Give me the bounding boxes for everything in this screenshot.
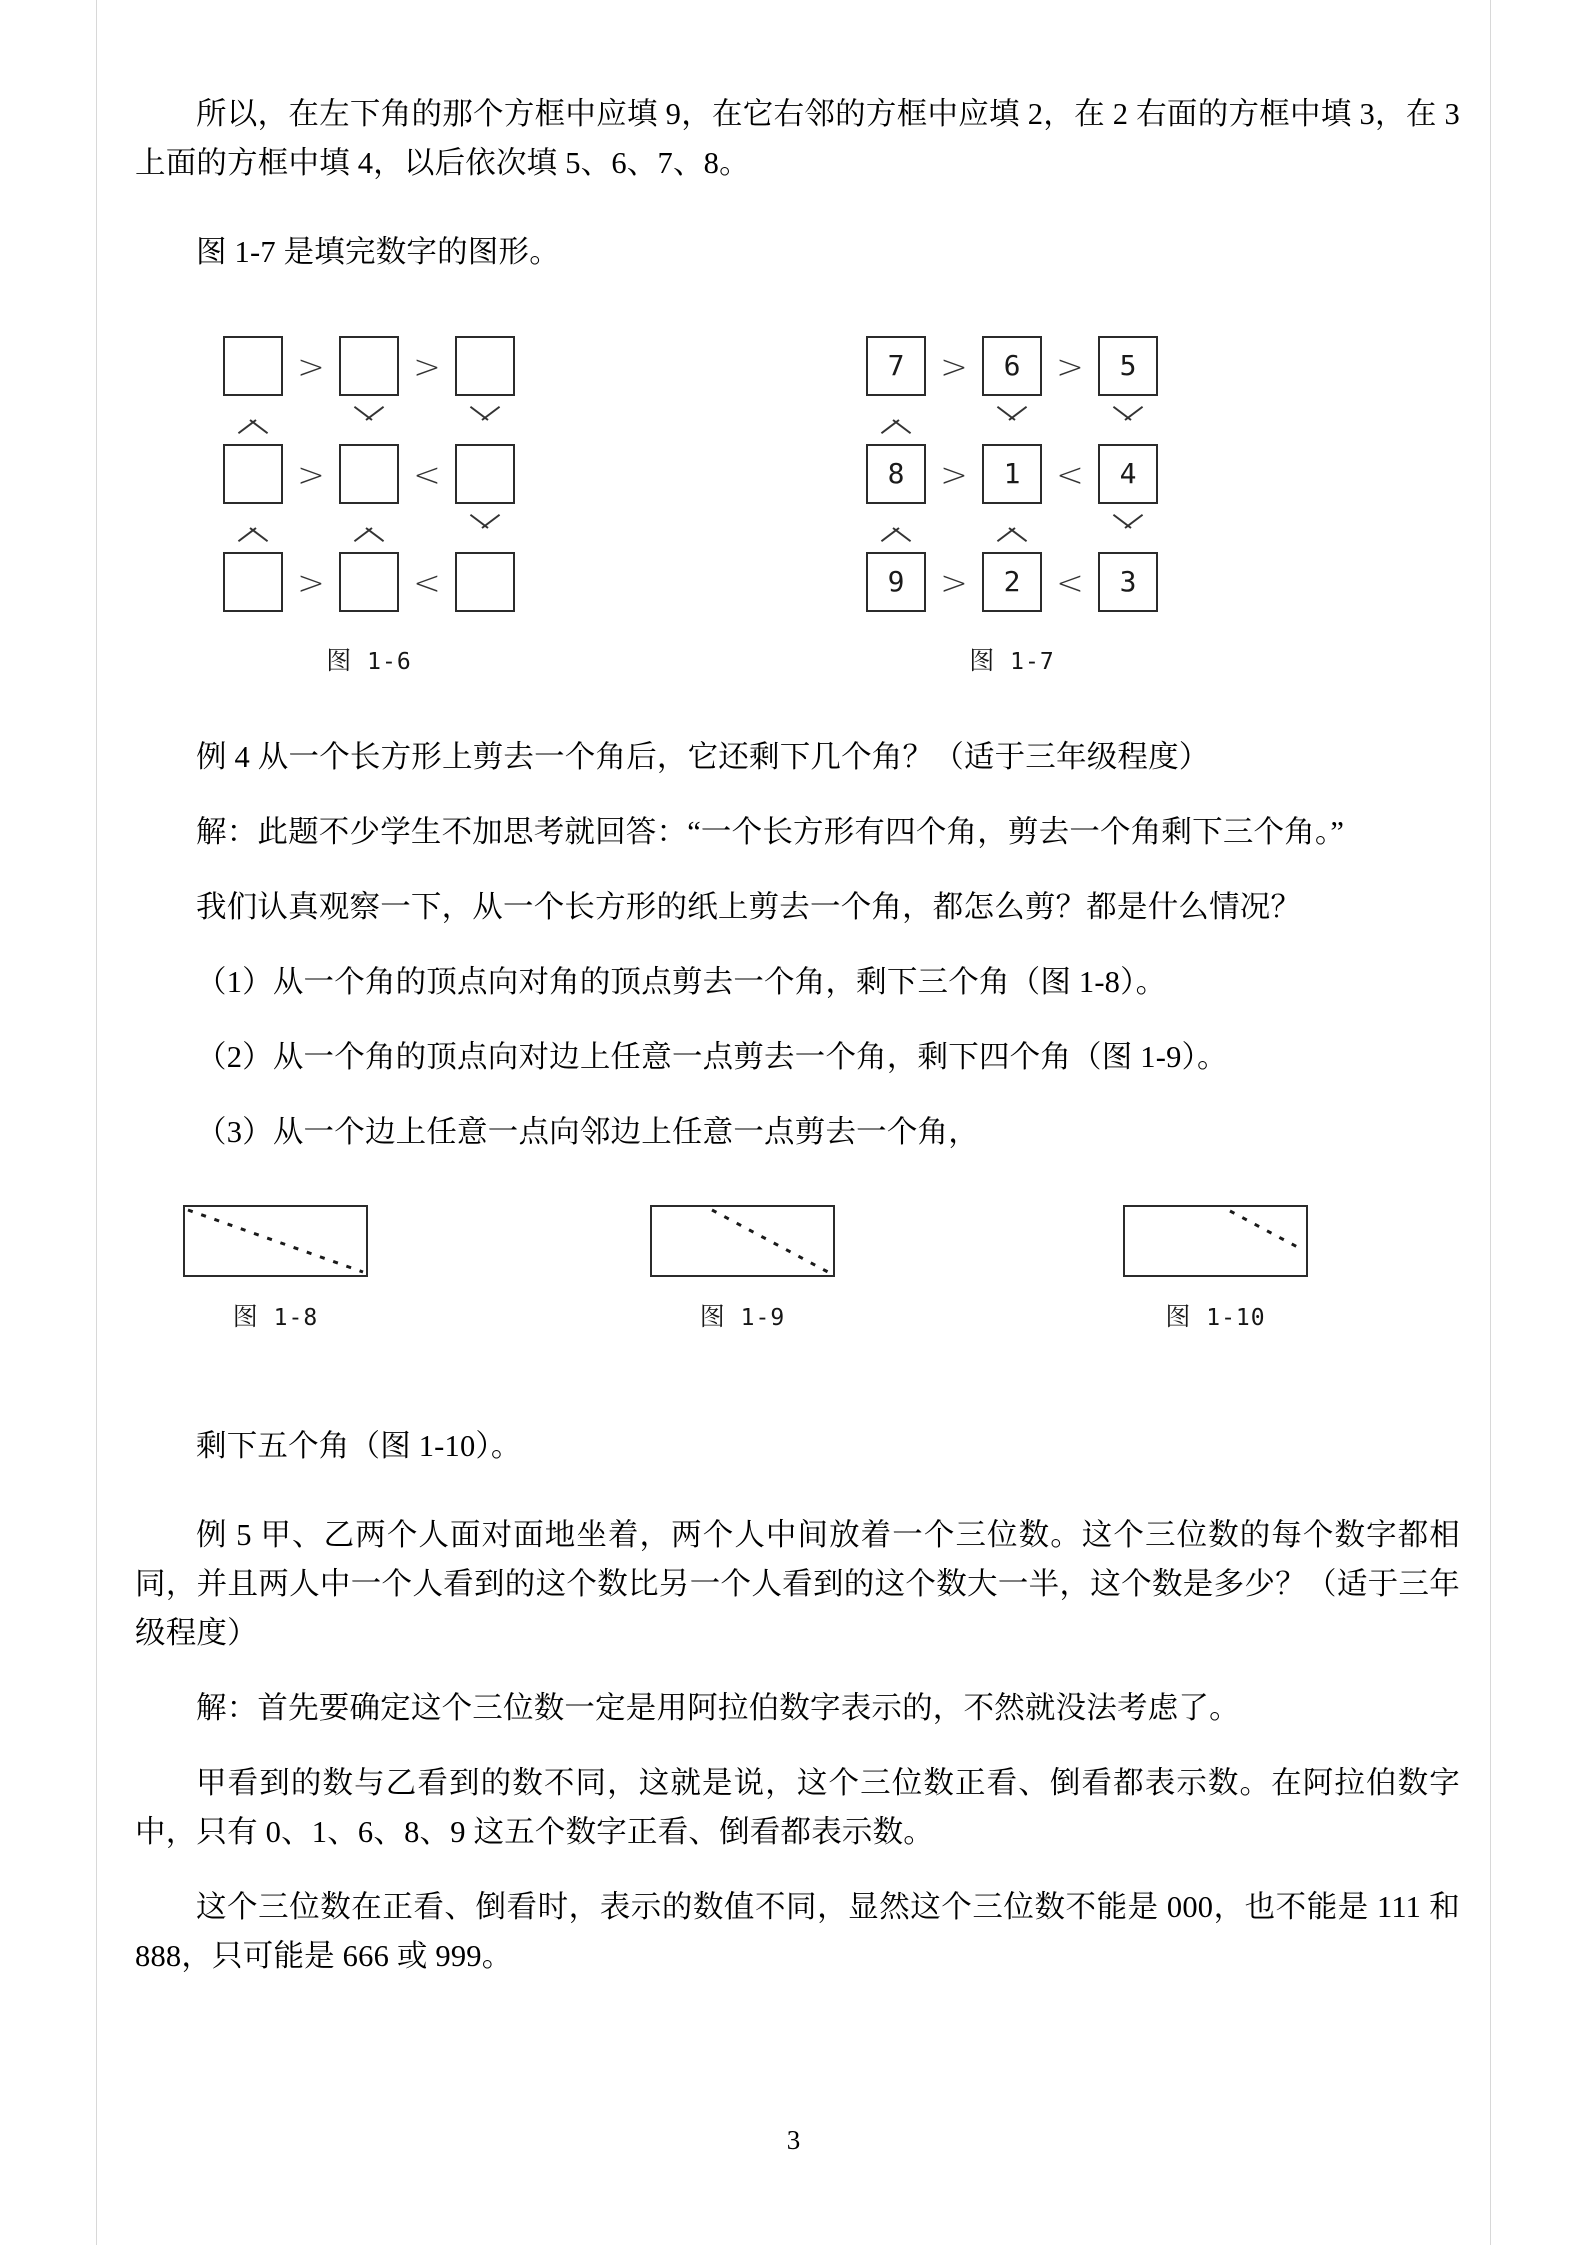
figure-1-10: [1123, 1205, 1308, 1333]
figure-caption-number: 1-6: [367, 649, 412, 675]
heading-example-5: 例 5 甲、乙两个人面对面地坐着，两个人中间放着一个三位数。这个三位数的每个数字都相同，并且两人中一个人看到的这个数比另一个人看到的这个数大一半，这个数是多少？（适于三年级程度）: [135, 1518, 1460, 1650]
grid-cell: 8: [866, 444, 926, 504]
grid-cell: 3: [1098, 552, 1158, 612]
paragraph-figure17-intro: 图 1-7 是填完数字的图形。: [196, 235, 560, 269]
relation-chevron-down-icon: [466, 409, 504, 431]
relation-symbol-horizontal: >: [413, 346, 441, 386]
paragraph-solution-4-intro: 解：此题不少学生不加思考就回答：“一个长方形有四个角，剪去一个角剩下三个角。”: [196, 815, 1345, 849]
grid-cell: 9: [866, 552, 926, 612]
grid-cell: 4: [1098, 444, 1158, 504]
paragraph-solution-5-intro: 解：首先要确定这个三位数一定是用阿拉伯数字表示的，不然就没法考虑了。: [196, 1691, 1240, 1725]
grid-cell: [339, 552, 399, 612]
relation-chevron-down-icon: [350, 409, 388, 431]
figure-caption-number: 1-10: [1206, 1305, 1266, 1331]
relation-symbol-horizontal: >: [940, 346, 968, 386]
figure-caption-1-8: [183, 1297, 368, 1333]
relation-chevron-down-icon: [993, 409, 1031, 431]
relation-symbol-horizontal: >: [940, 454, 968, 494]
relation-symbol-horizontal: >: [940, 562, 968, 602]
box-grid-filled: [863, 333, 1161, 615]
page-margin-rule-left: [96, 0, 97, 2245]
paragraph-candidates: 这个三位数在正看、倒看时，表示的数值不同，显然这个三位数不能是 000，也不能是 111 和 888，只可能是 666 或 999。: [135, 1890, 1460, 1973]
paragraph-case-3: （3）从一个边上任意一点向邻边上任意一点剪去一个角，: [196, 1115, 979, 1149]
relation-chevron-down-icon: [466, 517, 504, 539]
paragraph-reversible-digits: 甲看到的数与乙看到的数不同，这就是说，这个三位数正看、倒看都表示数。在阿拉伯数字中，只有 0、1、6、8、9 这五个数字正看、倒看都表示数。: [135, 1766, 1460, 1849]
grid-cell: 2: [982, 552, 1042, 612]
figure-caption-number: 1-8: [273, 1305, 319, 1331]
page-margin-rule-right: [1490, 0, 1491, 2245]
grid-cell: [455, 552, 515, 612]
figure-1-9: [650, 1205, 835, 1333]
grid-cell: 7: [866, 336, 926, 396]
figure-caption-label: 图: [1165, 1304, 1192, 1331]
relation-chevron-up-icon: [993, 517, 1031, 539]
relation-chevron-up-icon: [234, 409, 272, 431]
relation-chevron-up-icon: [877, 517, 915, 539]
figure-caption-1-10: [1123, 1297, 1308, 1333]
page-content: [135, 0, 1460, 1981]
figure-caption-1-6: [220, 641, 518, 677]
figure-caption-number: 1-9: [740, 1305, 786, 1331]
grid-cell: [455, 444, 515, 504]
paragraph-case-2: （2）从一个角的顶点向对边上任意一点剪去一个角，剩下四个角（图 1-9）。: [196, 1040, 1228, 1074]
grid-cell: 6: [982, 336, 1042, 396]
relation-symbol-horizontal: <: [413, 454, 441, 494]
relation-symbol-horizontal: >: [297, 346, 325, 386]
relation-symbol-horizontal: <: [1056, 454, 1084, 494]
rectangle-shape: [650, 1205, 835, 1277]
grid-cell: [223, 336, 283, 396]
paragraph-observe: 我们认真观察一下，从一个长方形的纸上剪去一个角，都怎么剪？都是什么情况？: [196, 890, 1302, 924]
relation-symbol-horizontal: <: [413, 562, 441, 602]
relation-chevron-up-icon: [350, 517, 388, 539]
grid-cell: 1: [982, 444, 1042, 504]
figure-row-cut-rectangles: [135, 1205, 1460, 1340]
paragraph-five-angles: 剩下五个角（图 1-10）。: [196, 1429, 522, 1463]
figure-row-box-grids: [135, 333, 1460, 677]
figure-caption-label: 图: [232, 1304, 259, 1331]
cut-line-vertex-to-corner: [652, 1207, 833, 1275]
figure-1-8: [183, 1205, 368, 1333]
relation-chevron-down-icon: [1109, 517, 1147, 539]
heading-example-4: 例 4 从一个长方形上剪去一个角后，它还剩下几个角？（适于三年级程度）: [196, 740, 1210, 774]
figure-caption-number: 1-7: [1010, 649, 1055, 675]
relation-symbol-horizontal: >: [297, 454, 325, 494]
grid-cell: [455, 336, 515, 396]
relation-chevron-up-icon: [234, 517, 272, 539]
figure-caption-1-9: [650, 1297, 835, 1333]
relation-symbol-horizontal: >: [1056, 346, 1084, 386]
relation-symbol-horizontal: <: [1056, 562, 1084, 602]
cut-line-diagonal: [185, 1207, 366, 1275]
rectangle-shape: [183, 1205, 368, 1277]
relation-chevron-down-icon: [1109, 409, 1147, 431]
relation-chevron-up-icon: [877, 409, 915, 431]
grid-cell: [339, 444, 399, 504]
relation-symbol-horizontal: >: [297, 562, 325, 602]
figure-1-6: [220, 333, 518, 677]
box-grid-empty: [220, 333, 518, 615]
rectangle-shape: [1123, 1205, 1308, 1277]
grid-cell: [223, 552, 283, 612]
figure-caption-label: 图: [699, 1304, 726, 1331]
figure-caption-label: 图: [326, 648, 353, 675]
figure-caption-label: 图: [969, 648, 996, 675]
cut-line-edge-to-edge: [1125, 1207, 1306, 1275]
paragraph-so-fill-numbers: 所以，在左下角的那个方框中应填 9，在它右邻的方框中应填 2，在 2 右面的方框中填 3，在 3 上面的方框中填 4，以后依次填 5、6、7、8。: [135, 97, 1460, 180]
page-number: 3: [786, 2125, 801, 2155]
figure-1-7: [863, 333, 1161, 677]
paragraph-case-1: （1）从一个角的顶点向对角的顶点剪去一个角，剩下三个角（图 1-8）。: [196, 965, 1167, 999]
grid-cell: [339, 336, 399, 396]
figure-caption-1-7: [863, 641, 1161, 677]
grid-cell: 5: [1098, 336, 1158, 396]
grid-cell: [223, 444, 283, 504]
